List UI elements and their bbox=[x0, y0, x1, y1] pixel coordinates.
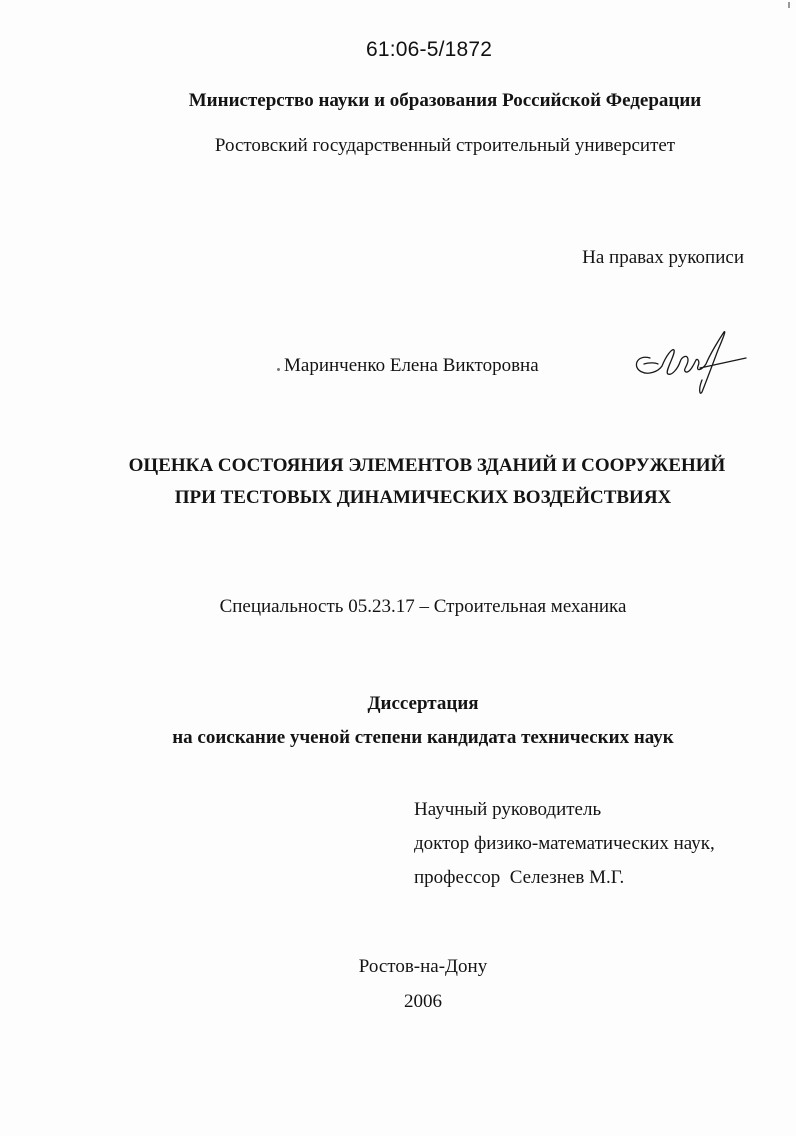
document-type: Диссертация bbox=[367, 693, 479, 714]
catalog-number: 61:06-5/1872 bbox=[366, 38, 493, 61]
scan-speck bbox=[277, 368, 280, 371]
year: 2006 bbox=[404, 991, 442, 1012]
degree-sought: на соискание ученой степени кандидата технических наук bbox=[172, 727, 674, 748]
author-signature bbox=[628, 328, 748, 396]
dissertation-title-line-1: ОЦЕНКА СОСТОЯНИЯ ЭЛЕМЕНТОВ ЗДАНИЙ И СООРУЖЕНИЙ bbox=[128, 455, 726, 476]
supervisor-name: профессор Селезнев М.Г. bbox=[414, 867, 625, 888]
university-name: Ростовский государственный строительный университет bbox=[214, 135, 676, 156]
specialty: Специальность 05.23.17 – Строительная механика bbox=[219, 596, 627, 617]
scan-mark bbox=[788, 2, 790, 8]
supervisor-block bbox=[414, 793, 715, 895]
supervisor-role: Научный руководитель bbox=[414, 799, 602, 820]
city: Ростов-на-Дону bbox=[358, 956, 488, 977]
dissertation-title-line-2: ПРИ ТЕСТОВЫХ ДИНАМИЧЕСКИХ ВОЗДЕЙСТВИЯХ bbox=[174, 487, 672, 508]
ministry-heading: Министерство науки и образования Российской Федерации bbox=[188, 90, 702, 111]
supervisor-degree: доктор физико-математических наук, bbox=[414, 833, 715, 854]
manuscript-rights-note: На правах рукописи bbox=[582, 247, 744, 268]
author-name: Маринченко Елена Викторовна bbox=[284, 355, 539, 376]
